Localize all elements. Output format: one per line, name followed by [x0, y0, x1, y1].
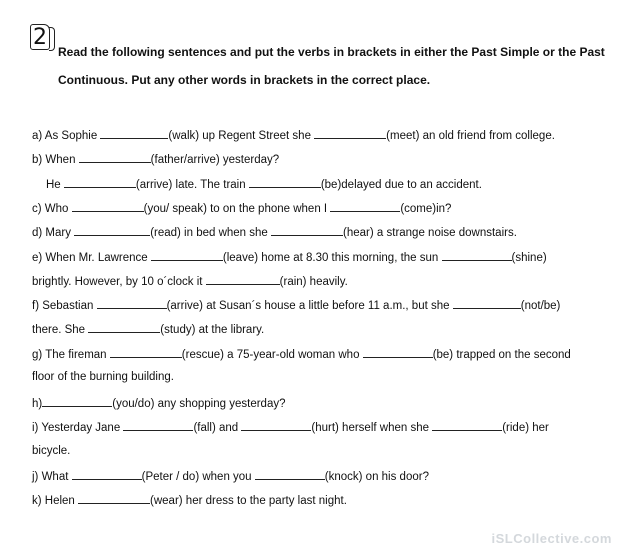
- sentence-f: [32, 298, 560, 312]
- blank-input[interactable]: [79, 152, 151, 163]
- text: (ride) her: [502, 422, 549, 434]
- sentence-e-cont: [32, 274, 348, 288]
- text: (hurt) herself when she: [311, 422, 430, 434]
- text: (fall) and: [193, 422, 239, 434]
- blank-input[interactable]: [453, 298, 521, 309]
- text: (study) at the library.: [160, 324, 265, 336]
- blank-input[interactable]: [42, 396, 112, 407]
- text: k) Helen: [32, 495, 75, 507]
- text: (rescue) a 75-year-old woman who: [181, 349, 360, 361]
- text: brightly. However, by 10 o´clock it: [32, 276, 203, 288]
- blank-input[interactable]: [78, 493, 150, 504]
- sentence-d: [32, 225, 517, 239]
- sentence-i-cont: [32, 445, 70, 457]
- blank-input[interactable]: [330, 201, 400, 212]
- sentence-b-answer: [46, 177, 482, 191]
- text: (knock) on his door?: [324, 471, 429, 483]
- text: j) What: [32, 471, 69, 483]
- text: (be)delayed due to an accident.: [320, 179, 482, 191]
- sentence-j: [32, 469, 429, 483]
- blank-input[interactable]: [271, 225, 343, 236]
- text: (arrive) late. The train: [135, 179, 246, 191]
- text: (arrive) at Susan´s house a little before 11 a.m., but she: [166, 300, 450, 312]
- text: (rain) heavily.: [279, 276, 348, 288]
- blank-input[interactable]: [88, 322, 160, 333]
- blank-input[interactable]: [432, 420, 502, 431]
- blank-input[interactable]: [72, 469, 142, 480]
- sentence-f-cont: [32, 322, 264, 336]
- sentence-b: [32, 152, 279, 166]
- text: (you/do) any shopping yesterday?: [112, 398, 286, 410]
- sentence-k: [32, 493, 347, 507]
- blank-input[interactable]: [363, 347, 433, 358]
- blank-input[interactable]: [314, 128, 386, 139]
- text: (father/arrive) yesterday?: [150, 154, 280, 166]
- text: c) Who: [32, 203, 69, 215]
- sentence-c: [32, 201, 451, 215]
- text: (you/ speak) to on the phone when I: [143, 203, 328, 215]
- text: a) As Sophie: [32, 130, 98, 142]
- text: (shine): [511, 252, 547, 264]
- blank-input[interactable]: [74, 225, 150, 236]
- text: (not/be): [520, 300, 561, 312]
- blank-input[interactable]: [241, 420, 311, 431]
- sentence-g: [32, 347, 571, 361]
- text: (walk) up Regent Street she: [168, 130, 311, 142]
- sentence-h: [32, 396, 285, 410]
- instruction-text: Read the following sentences and put the verbs in brackets in either the Past Simple or the Past Continuous. Put any other words in brackets in the correct place.: [58, 45, 605, 87]
- text: d) Mary: [32, 227, 71, 239]
- text: e) When Mr. Lawrence: [32, 252, 148, 264]
- blank-input[interactable]: [72, 201, 144, 212]
- blank-input[interactable]: [123, 420, 193, 431]
- blank-input[interactable]: [110, 347, 182, 358]
- watermark: iSLCollective.com: [491, 531, 612, 546]
- sentence-g-cont: [32, 371, 174, 383]
- blank-input[interactable]: [206, 274, 280, 285]
- blank-input[interactable]: [97, 298, 167, 309]
- text: h): [32, 398, 43, 410]
- text: (wear) her dress to the party last night.: [150, 495, 347, 507]
- blank-input[interactable]: [100, 128, 168, 139]
- sentence-e: [32, 250, 547, 264]
- blank-input[interactable]: [255, 469, 325, 480]
- text: i) Yesterday Jane: [32, 422, 121, 434]
- text: He: [46, 179, 61, 191]
- text: bicycle.: [32, 445, 71, 457]
- blank-input[interactable]: [249, 177, 321, 188]
- text: (be) trapped on the second: [432, 349, 571, 361]
- instructions: [18, 38, 608, 94]
- text: (meet) an old friend from college.: [386, 130, 555, 142]
- text: there. She: [32, 324, 86, 336]
- blank-input[interactable]: [442, 250, 512, 261]
- blank-input[interactable]: [64, 177, 136, 188]
- text: g) The fireman: [32, 349, 107, 361]
- exercise-number-icon: 2: [30, 24, 50, 50]
- text: (Peter / do) when you: [141, 471, 252, 483]
- text: (leave) home at 8.30 this morning, the sun: [222, 252, 439, 264]
- blank-input[interactable]: [151, 250, 223, 261]
- text: (read) in bed when she: [150, 227, 268, 239]
- text: f) Sebastian: [32, 300, 94, 312]
- text: floor of the burning building.: [32, 371, 174, 383]
- text: (come)in?: [400, 203, 452, 215]
- text: (hear) a strange noise downstairs.: [343, 227, 517, 239]
- text: b) When: [32, 154, 76, 166]
- sentence-i: [32, 420, 549, 434]
- sentence-a: [32, 128, 555, 142]
